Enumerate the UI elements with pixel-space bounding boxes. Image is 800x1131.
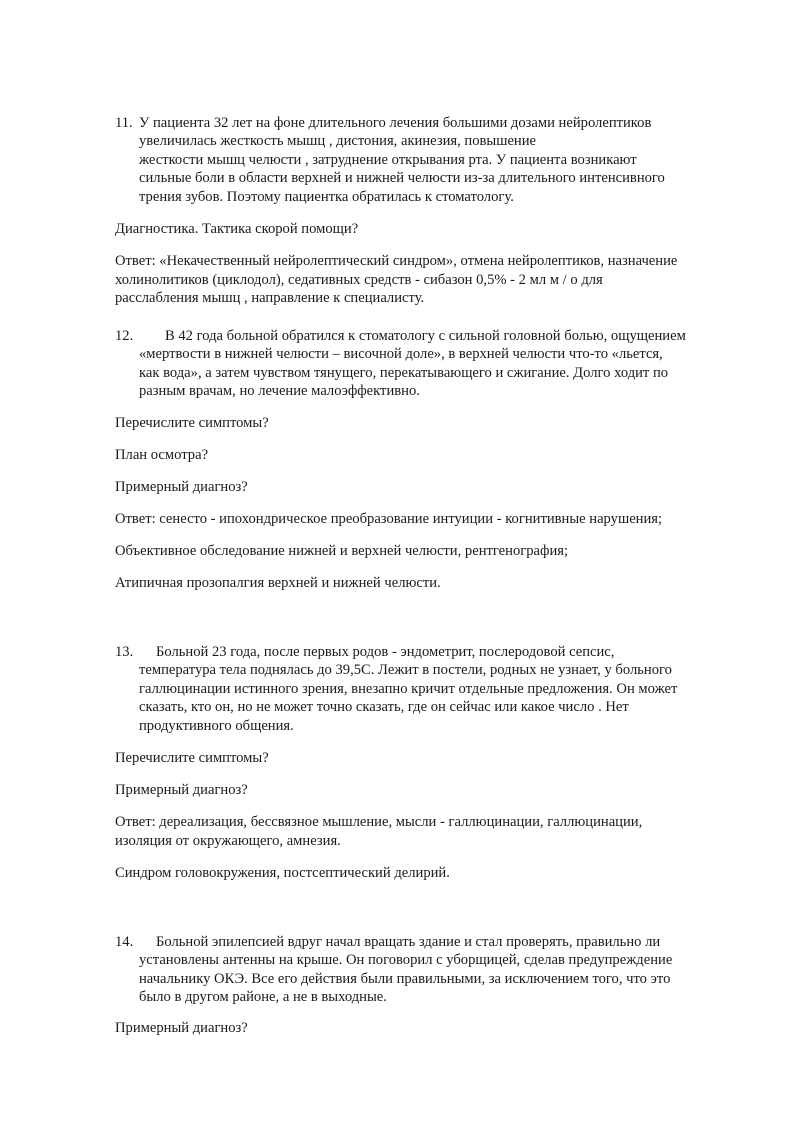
case-12 <box>115 327 750 401</box>
case-number: 11. <box>115 115 133 131</box>
case-11 <box>115 114 750 206</box>
case-line: разным врачам, но лечение малоэффективно. <box>139 383 420 400</box>
case-number: 13. <box>115 644 134 660</box>
case-line: сильные боли в области верхней и нижней челюсти из-за длительного интенсивного <box>139 170 665 187</box>
case-text <box>139 327 750 401</box>
case-line: галлюцинации истинного зрения, внезапно кричит отдельные предложения. Он может <box>139 680 678 697</box>
question: Примерный диагноз? <box>115 479 248 495</box>
case-text <box>139 643 750 735</box>
case-line: В 42 года больной обратился к стоматологу с сильной головной болью, ощущением <box>165 328 686 344</box>
case-13 <box>115 643 750 735</box>
case-line: Больной 23 года, после первых родов - эндометрит, послеродовой сепсис, <box>156 644 615 660</box>
case-line: температура тела поднялась до 39,5С. Лежит в постели, родных не узнает, у больного <box>139 662 672 679</box>
case-number: 14. <box>115 934 134 950</box>
question: Диагностика. Тактика скорой помощи? <box>115 221 359 237</box>
question: Перечислите симптомы? <box>115 415 269 431</box>
case-line: жесткости мышц челюсти , затруднение открывания рта. У пациента возникают <box>139 151 637 168</box>
case-14 <box>115 933 750 1007</box>
question: Перечислите симптомы? <box>115 750 269 766</box>
case-line: начальнику ОКЭ. Все его действия были правильными, за исключением того, что это <box>139 970 671 987</box>
answer-line: Ответ: «Некачественный нейролептический синдром», отмена нейролептиков, назначение <box>115 253 678 269</box>
question: Примерный диагноз? <box>115 1020 248 1036</box>
answer-line: Атипичная прозопалгия верхней и нижней челюсти. <box>115 575 441 591</box>
case-text <box>139 114 750 206</box>
case-line: «мертвости в нижней челюсти – височной доле», в верхней челюсти что-то «льется, <box>139 346 663 363</box>
answer-line: Синдром головокружения, постсептический делирий. <box>115 865 450 881</box>
answer-line: Ответ: дереализация, бессвязное мышление, мысли - галлюцинации, галлюцинации, <box>115 814 643 830</box>
answer-line: Ответ: сенесто - ипохондрическое преобразование интуиции - когнитивные нарушения; <box>115 511 663 527</box>
question: План осмотра? <box>115 447 209 463</box>
answer-line: изоляция от окружающего, амнезия. <box>115 833 341 849</box>
case-line: трения зубов. Поэтому пациентка обратилась к стоматологу. <box>139 188 514 205</box>
case-line: сказать, кто он, но не может точно сказать, где он сейчас или какое число . Нет <box>139 699 629 716</box>
question: Примерный диагноз? <box>115 782 248 798</box>
case-line: установлены антенны на крыше. Он поговорил с уборщицей, сделав предупреждение <box>139 952 673 969</box>
case-line: У пациента 32 лет на фоне длительного лечения большими дозами нейролептиков <box>139 115 652 131</box>
case-line: как вода», а затем чувством тянущего, перекатывающего и сжигание. Долго ходит по <box>139 364 669 381</box>
case-line: Больной эпилепсией вдруг начал вращать здание и стал проверять, правильно ли <box>156 934 661 950</box>
case-number: 12. <box>115 328 134 344</box>
case-text <box>139 933 750 1007</box>
answer-line: расслабления мышц , направление к специалисту. <box>115 290 425 306</box>
case-line: продуктивного общения. <box>139 717 294 734</box>
answer-line: Объективное обследование нижней и верхней челюсти, рентгенография; <box>115 543 569 559</box>
answer-line: холинолитиков (циклодол), седативных средств - сибазон 0,5% - 2 мл м / о для <box>115 272 603 288</box>
case-line: было в другом районе, а не в выходные. <box>139 989 387 1006</box>
case-line: увеличилась жесткость мышц , дистония, акинезия, повышение <box>139 133 537 150</box>
